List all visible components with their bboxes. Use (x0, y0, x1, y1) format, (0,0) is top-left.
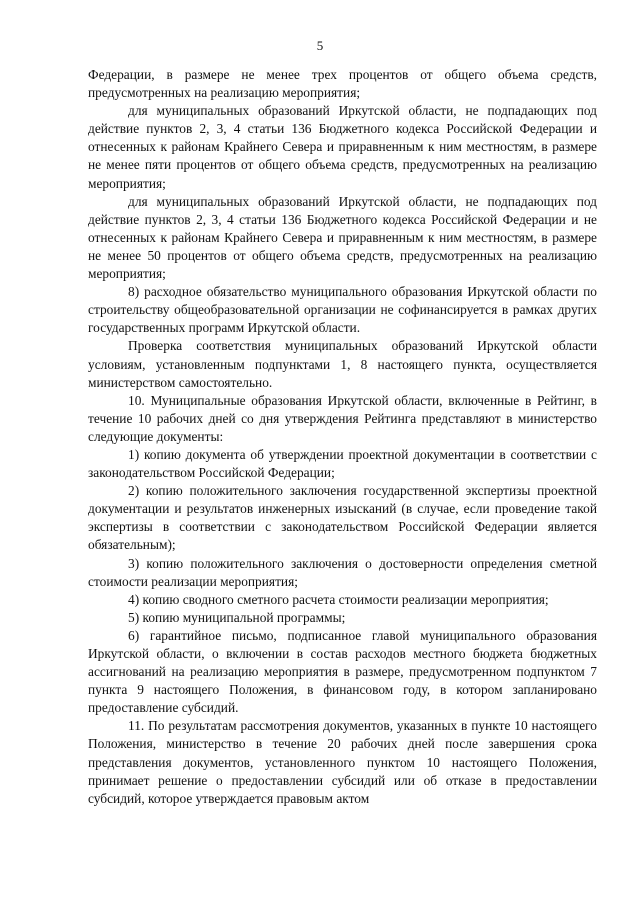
paragraph-other-municipalities: для муниципальных образований Иркутской области, не подпадающих под действие пунктов 2, 3, 4 статьи 136 Бюджетного кодекса Российской Федерации и не отнесенных к районам Крайнего Севера и приравненным к ним местностям, в размере не менее 50 процентов от общего объема средств, предусмотренных на реализацию мероприятия; (88, 193, 597, 282)
paragraph-doc-4: 4) копию сводного сметного расчета стоимости реализации мероприятия; (128, 591, 549, 607)
paragraph-section-10: 10. Муниципальные образования Иркутской области, включенные в Рейтинг, в течение 10 рабочих дней со дня утверждения Рейтинга представляют в министерство следующие документы: (88, 392, 597, 444)
page-number: 5 (316, 38, 324, 53)
paragraph-item-8: 8) расходное обязательство муниципального образования Иркутской области по строительству общеобразовательной организации не софинансируется в рамках других государственных программ Иркутской области. (88, 284, 597, 336)
paragraph-doc-5: 5) копию муниципальной программы; (128, 609, 346, 625)
paragraph-continuation: Федерации, в размере не менее трех процентов от общего объема средств, предусмотренных на реализацию мероприятия; (88, 67, 597, 101)
paragraph-far-north-municipalities: для муниципальных образований Иркутской области, не подпадающих под действие пунктов 2, 3, 4 статьи 136 Бюджетного кодекса Российской Федерации и отнесенных к районам Крайнего Севера и приравненным к ним местностям, в размере не менее пяти процентов от общего объема средств, предусмотренных на реализацию мероприятия; (88, 103, 597, 191)
paragraph-doc-1: 1) копию документа об утверждении проектной документации в соответствии с законодательством Российской Федерации; (88, 446, 597, 481)
paragraph-doc-2: 2) копию положительного заключения государственной экспертизы проектной документации и результатов инженерных изысканий (в случае, если проведение такой экспертизы в соответствии с законодательством Российской Федерации является обязательным); (88, 483, 597, 553)
paragraph-section-11: 11. По результатам рассмотрения документов, указанных в пункте 10 настоящего Положения, министерство в течение 20 рабочих дней после завершения срока представления документов, установленного пунктом 10 настоящего Положения, принимает решение о предоставлении субсидий или об отказе в предоставлении субсидий, которое утверждается правовым актом (88, 718, 597, 806)
paragraph-doc-3: 3) копию положительного заключения о достоверности определения сметной стоимости реализации мероприятия; (88, 555, 597, 589)
paragraph-verification: Проверка соответствия муниципальных образований Иркутской области условиям, установленным подпунктами 1, 8 настоящего пункта, осуществляется министерством самостоятельно. (88, 338, 597, 390)
paragraph-doc-6: 6) гарантийное письмо, подписанное главой муниципального образования Иркутской области, о включении в состав расходов местного бюджета бюджетных ассигнований на реализацию мероприятия в размере, предусмотренном подпунктом 7 пункта 9 настоящего Положения, в финансовом году, в котором запланировано предоставление субсидий. (88, 627, 597, 716)
document-body (88, 66, 597, 808)
